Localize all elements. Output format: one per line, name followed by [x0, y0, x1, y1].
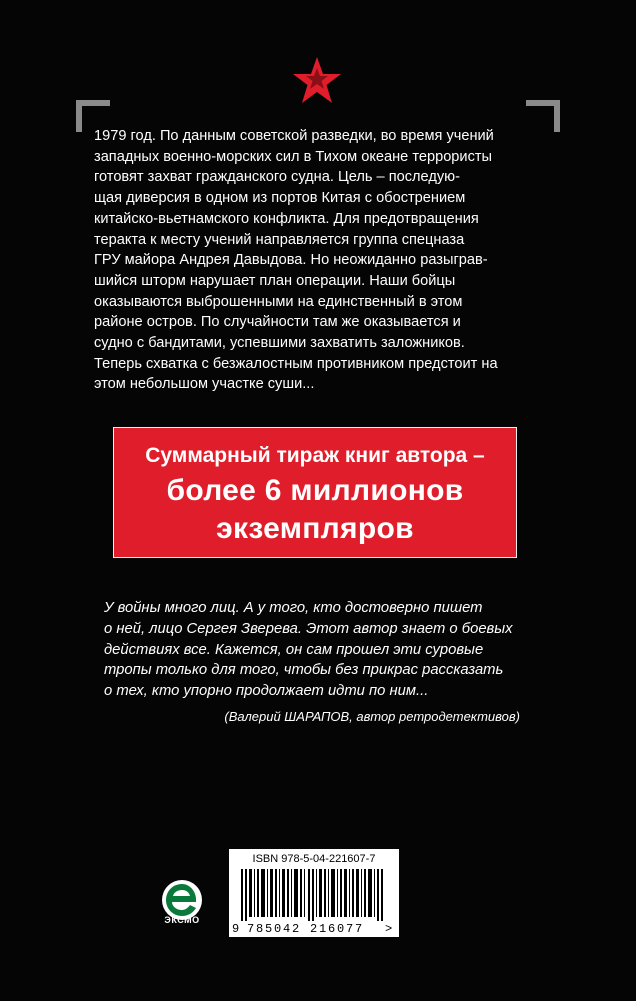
ean-first-digit: 9: [232, 922, 240, 936]
synopsis-line: судно с бандитами, успевшими захватить заложников.: [94, 335, 465, 352]
quote-attribution: (Валерий ШАРАПОВ, автор ретродетективов): [224, 709, 520, 724]
print-run-banner: [113, 427, 517, 558]
banner-line-3: экземпляров: [216, 512, 414, 545]
synopsis-text: [94, 126, 532, 395]
synopsis-line: районе остров. По случайности там же оказывается и: [94, 314, 461, 331]
quote-line: У войны много лиц. А у того, кто достоверно пишет: [104, 600, 483, 616]
quote-line: тропы только для того, чтобы без прикрас рассказать: [104, 662, 504, 679]
synopsis-line: шийся шторм нарушает план операции. Наши бойцы: [94, 272, 456, 289]
ean-quiet-zone-marker: >: [385, 922, 393, 936]
isbn-barcode-block: [229, 849, 399, 937]
quote-line: действиях все. Кажется, он сам прошел эти суровые: [104, 641, 484, 658]
synopsis-line: ГРУ майора Андрея Давыдова. Но неожиданно разыграв-: [94, 252, 488, 269]
barcode-icon: [241, 869, 387, 921]
synopsis-line: оказываются выброшенными на единственный в этом: [94, 293, 463, 310]
isbn-number: ISBN 978-5-04-221607-7: [252, 853, 376, 865]
quote-line: о тех, кто упорно продолжает идти по ним...: [104, 683, 429, 700]
eksmo-logo-icon: [154, 866, 210, 936]
synopsis-line: готовят захват гражданского судна. Цель – последую-: [94, 169, 460, 186]
synopsis-line: Теперь схватка с безжалостным противником предстоит на: [94, 355, 498, 372]
red-star-icon: [292, 56, 342, 104]
publisher-name: ЭКСМО: [164, 915, 200, 925]
banner-line-1: Суммарный тираж книг автора –: [145, 444, 485, 467]
synopsis-line: щая диверсия в одном из портов Китая с обострением: [94, 190, 466, 207]
banner-line-2: более 6 миллионов: [166, 474, 464, 507]
synopsis-line: теракта к месту учений направляется группа спецназа: [94, 231, 465, 248]
ean-digits: 785042 216077: [247, 922, 365, 936]
synopsis-line: этом небольшом участке суши...: [94, 376, 315, 393]
synopsis-line: 1979 год. По данным советской разведки, во время учений: [94, 128, 494, 144]
synopsis-line: западных военно-морских сил в Тихом океане террористы: [94, 148, 493, 165]
review-quote: [104, 598, 534, 702]
quote-line: о ней, лицо Сергея Зверева. Этот автор знает о боевых: [104, 620, 513, 637]
synopsis-line: китайско-вьетнамского конфликта. Для предотвращения: [94, 210, 479, 227]
